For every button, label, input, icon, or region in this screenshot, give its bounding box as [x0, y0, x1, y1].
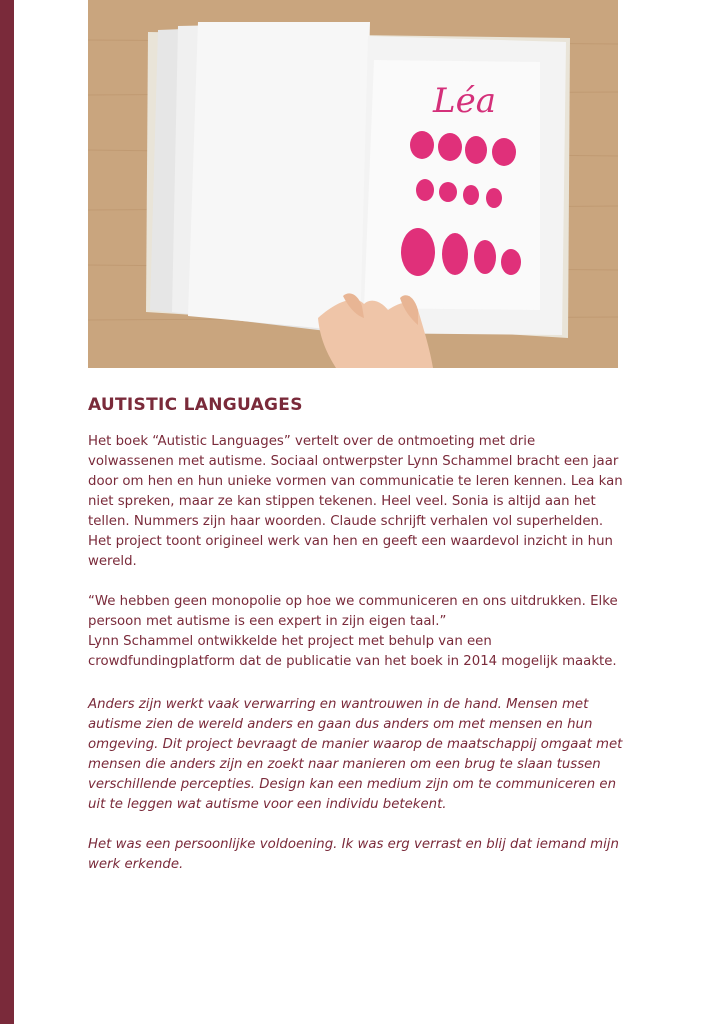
paragraph-italic-description: Anders zijn werkt vaak verwarring en wantrouwen in de hand. Mensen met autisme zien de wereld anders en gaan dus anders om met mensen en hun omgeving. Dit project bevraagt de manier waarop de maatschappij omgaat met mensen die anders zijn en zoekt naar manieren om een brug te slaan tussen verschillende percepties. Design kan een medium zijn om te communiceren en uit te leggen wat autisme voor een individu betekent. [88, 697, 623, 812]
book-photo [88, 0, 618, 368]
article-title: AUTISTIC LANGUAGES [88, 395, 303, 415]
side-accent-bar [0, 0, 14, 1024]
paragraph-italic-quote: Het was een persoonlijke voldoening. Ik was erg verrast en blij dat iemand mijn werk erkende. [88, 837, 619, 872]
paragraph-intro: Het boek “Autistic Languages” vertelt over de ontmoeting met drie volwassenen met autisme. Sociaal ontwerpster Lynn Schammel bracht een jaar door om hen en hun unieke vormen van communicatie te leren kennen. Lea kan niet spreken, maar ze kan stippen tekenen. Heel veel. Sonia is altijd aan het tellen. Nummers zijn haar woorden. Claude schrijft verhalen vol superhelden. Het project toont origineel werk van hen en geeft een waardevol inzicht in hun wereld. [88, 434, 623, 569]
paragraph-quote: “We hebben geen monopolie op hoe we communiceren en ons uitdrukken. Elke persoon met autisme is een expert in zijn eigen taal.” Lynn Schammel ontwikkelde het project met behulp van een crowdfundingplatform dat de publicatie van het boek in 2014 mogelijk maakte. [88, 594, 618, 669]
handwriting-lea: Léa [433, 81, 496, 121]
